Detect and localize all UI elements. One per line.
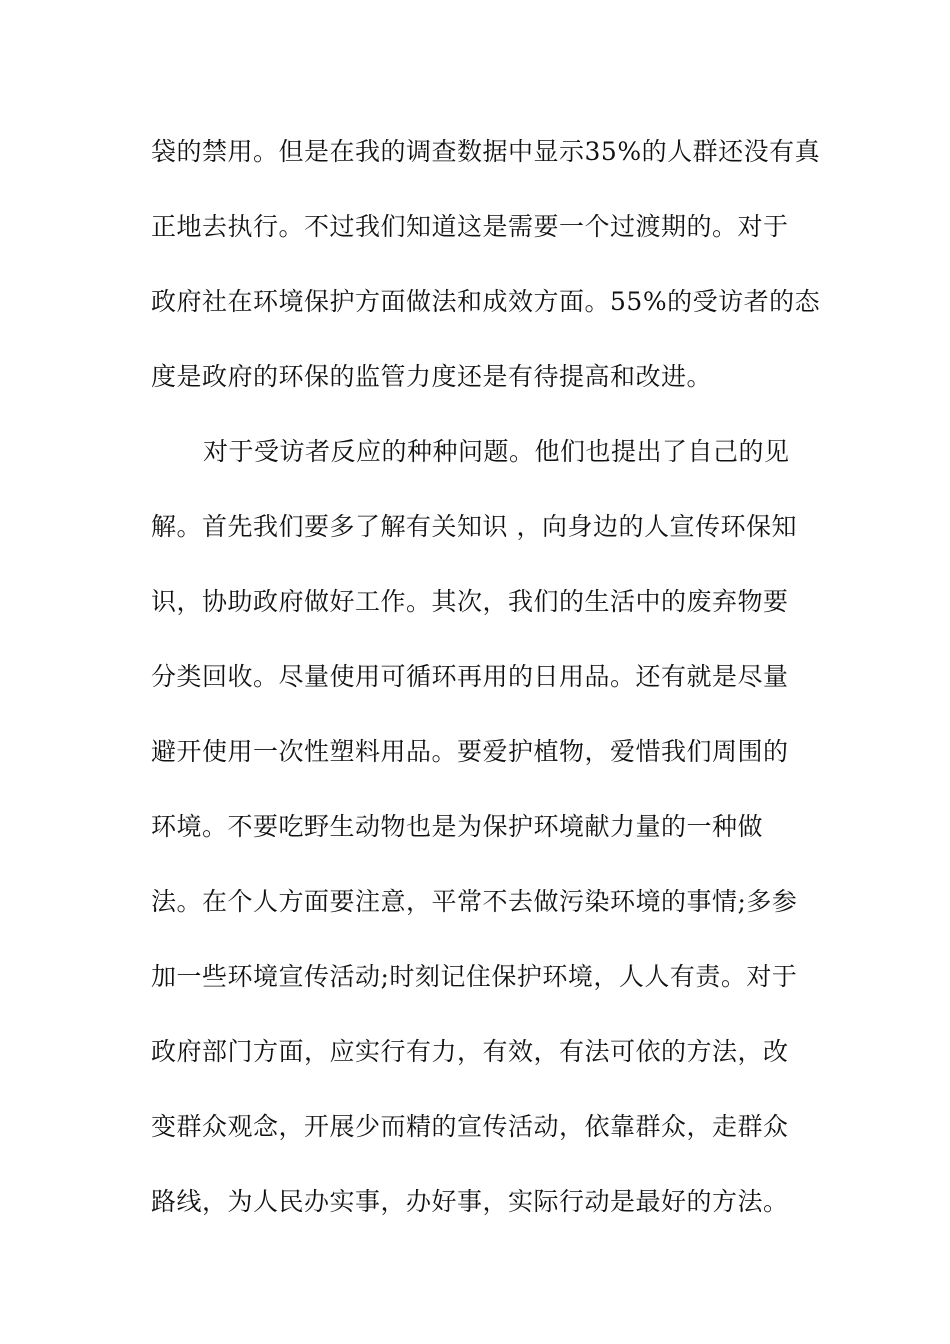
paragraph-2	[151, 431, 811, 1256]
text-line: 政府部门方面，应实行有力，有效，有法可依的方法，改	[151, 1037, 789, 1066]
text-line-indented: 对于受访者反应的种种问题。他们也提出了自己的见	[203, 437, 790, 466]
text-line: 法。在个人方面要注意，平常不去做污染环境的事情;多参	[151, 887, 798, 916]
text-line: 识，协助政府做好工作。其次，我们的生活中的废弃物要	[151, 587, 789, 616]
text-line: 正地去执行。不过我们知道这是需要一个过渡期的。对于	[151, 212, 789, 241]
text-line: 环境。不要吃野生动物也是为保护环境献力量的一种做	[151, 812, 764, 841]
body-text	[151, 131, 821, 1256]
text-line: 解。首先我们要多了解有关知识 ，向身边的人宣传环保知	[151, 512, 797, 541]
text-line: 路线，为人民办实事，办好事，实际行动是最好的方法。	[151, 1187, 789, 1216]
paragraph-1	[151, 131, 821, 431]
text-line: 分类回收。尽量使用可循环再用的日用品。还有就是尽量	[151, 662, 789, 691]
text-line: 袋的禁用。但是在我的调查数据中显示35%的人群还没有真	[151, 137, 821, 166]
text-line: 变群众观念，开展少而精的宣传活动，依靠群众，走群众	[151, 1112, 789, 1141]
text-line: 避开使用一次性塑料用品。要爱护植物，爱惜我们周围的	[151, 737, 789, 766]
text-line: 政府社在环境保护方面做法和成效方面。55%的受访者的态	[151, 287, 821, 316]
text-line: 加一些环境宣传活动;时刻记住保护环境，人人有责。对于	[151, 962, 798, 991]
text-line: 度是政府的环保的监管力度还是有待提高和改进。	[151, 362, 713, 391]
